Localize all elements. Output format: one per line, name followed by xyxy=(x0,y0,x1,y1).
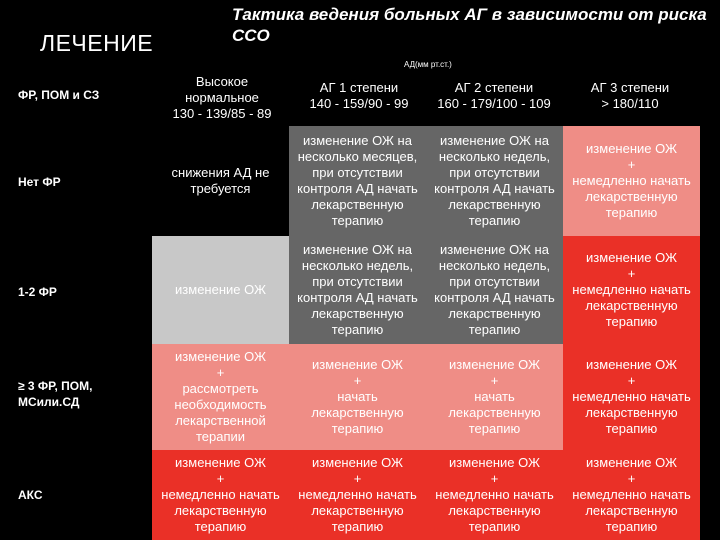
row-label-acs: АКС xyxy=(18,488,43,502)
units-label: АД(мм рт.ст.) xyxy=(404,60,452,69)
cell-1-2-rf-grade-2: изменение ОЖ на несколько недель, при отсутствии контроля АД начать лекарственную терапию xyxy=(426,236,563,344)
cell-3-rf-high-normal: изменение ОЖ + рассмотреть необходимость лекарственной терапии xyxy=(152,344,289,450)
cell-acs-grade-1: изменение ОЖ + немедленно начать лекарственную терапию xyxy=(289,450,426,540)
row-label-no-rf: Нет ФР xyxy=(18,175,61,189)
cell-3-rf-grade-3: изменение ОЖ + немедленно начать лекарственную терапию xyxy=(563,344,700,450)
cell-1-2-rf-grade-3: изменение ОЖ + немедленно начать лекарственную терапию xyxy=(563,236,700,344)
column-header-grade-2: АГ 2 степени 160 - 179/100 - 109 xyxy=(437,80,551,111)
cell-1-2-rf-high-normal: изменение ОЖ xyxy=(152,236,289,344)
cell-acs-high-normal: изменение ОЖ + немедленно начать лекарственную терапию xyxy=(152,450,289,540)
cell-3-rf-grade-2: изменение ОЖ + начать лекарственную терапию xyxy=(426,344,563,450)
cell-acs-grade-2: изменение ОЖ + немедленно начать лекарственную терапию xyxy=(426,450,563,540)
column-header-grade-3: АГ 3 степени > 180/110 xyxy=(590,80,670,111)
cell-acs-grade-3: изменение ОЖ + немедленно начать лекарственную терапию xyxy=(563,450,700,540)
cell-no-rf-grade-3: изменение ОЖ + немедленно начать лекарственную терапию xyxy=(563,126,700,236)
cell-no-rf-grade-1: изменение ОЖ на несколько месяцев, при отсутствии контроля АД начать лекарственную терапию xyxy=(289,126,426,236)
section-label: ЛЕЧЕНИЕ xyxy=(40,30,154,56)
row-label-1-2-rf: 1-2 ФР xyxy=(18,285,57,299)
cell-no-rf-high-normal: снижения АД не требуется xyxy=(171,165,270,196)
row-label-3-plus-rf: ≥ 3 ФР, ПОМ, МСили.СД xyxy=(18,379,93,409)
column-header-high-normal: Высокое нормальное 130 - 139/85 - 89 xyxy=(172,74,272,121)
cell-1-2-rf-grade-1: изменение ОЖ на несколько недель, при отсутствии контроля АД начать лекарственную терапию xyxy=(289,236,426,344)
slide-title: Тактика ведения больных АГ в зависимости от риска ССО xyxy=(232,5,707,45)
header-risk-factors: ФР, ПОМ и СЗ xyxy=(18,88,100,102)
column-header-grade-1: АГ 1 степени 140 - 159/90 - 99 xyxy=(309,80,409,111)
cell-no-rf-grade-2: изменение ОЖ на несколько недель, при отсутствии контроля АД начать лекарственную терапию xyxy=(426,126,563,236)
cell-3-rf-grade-1: изменение ОЖ + начать лекарственную терапию xyxy=(289,344,426,450)
